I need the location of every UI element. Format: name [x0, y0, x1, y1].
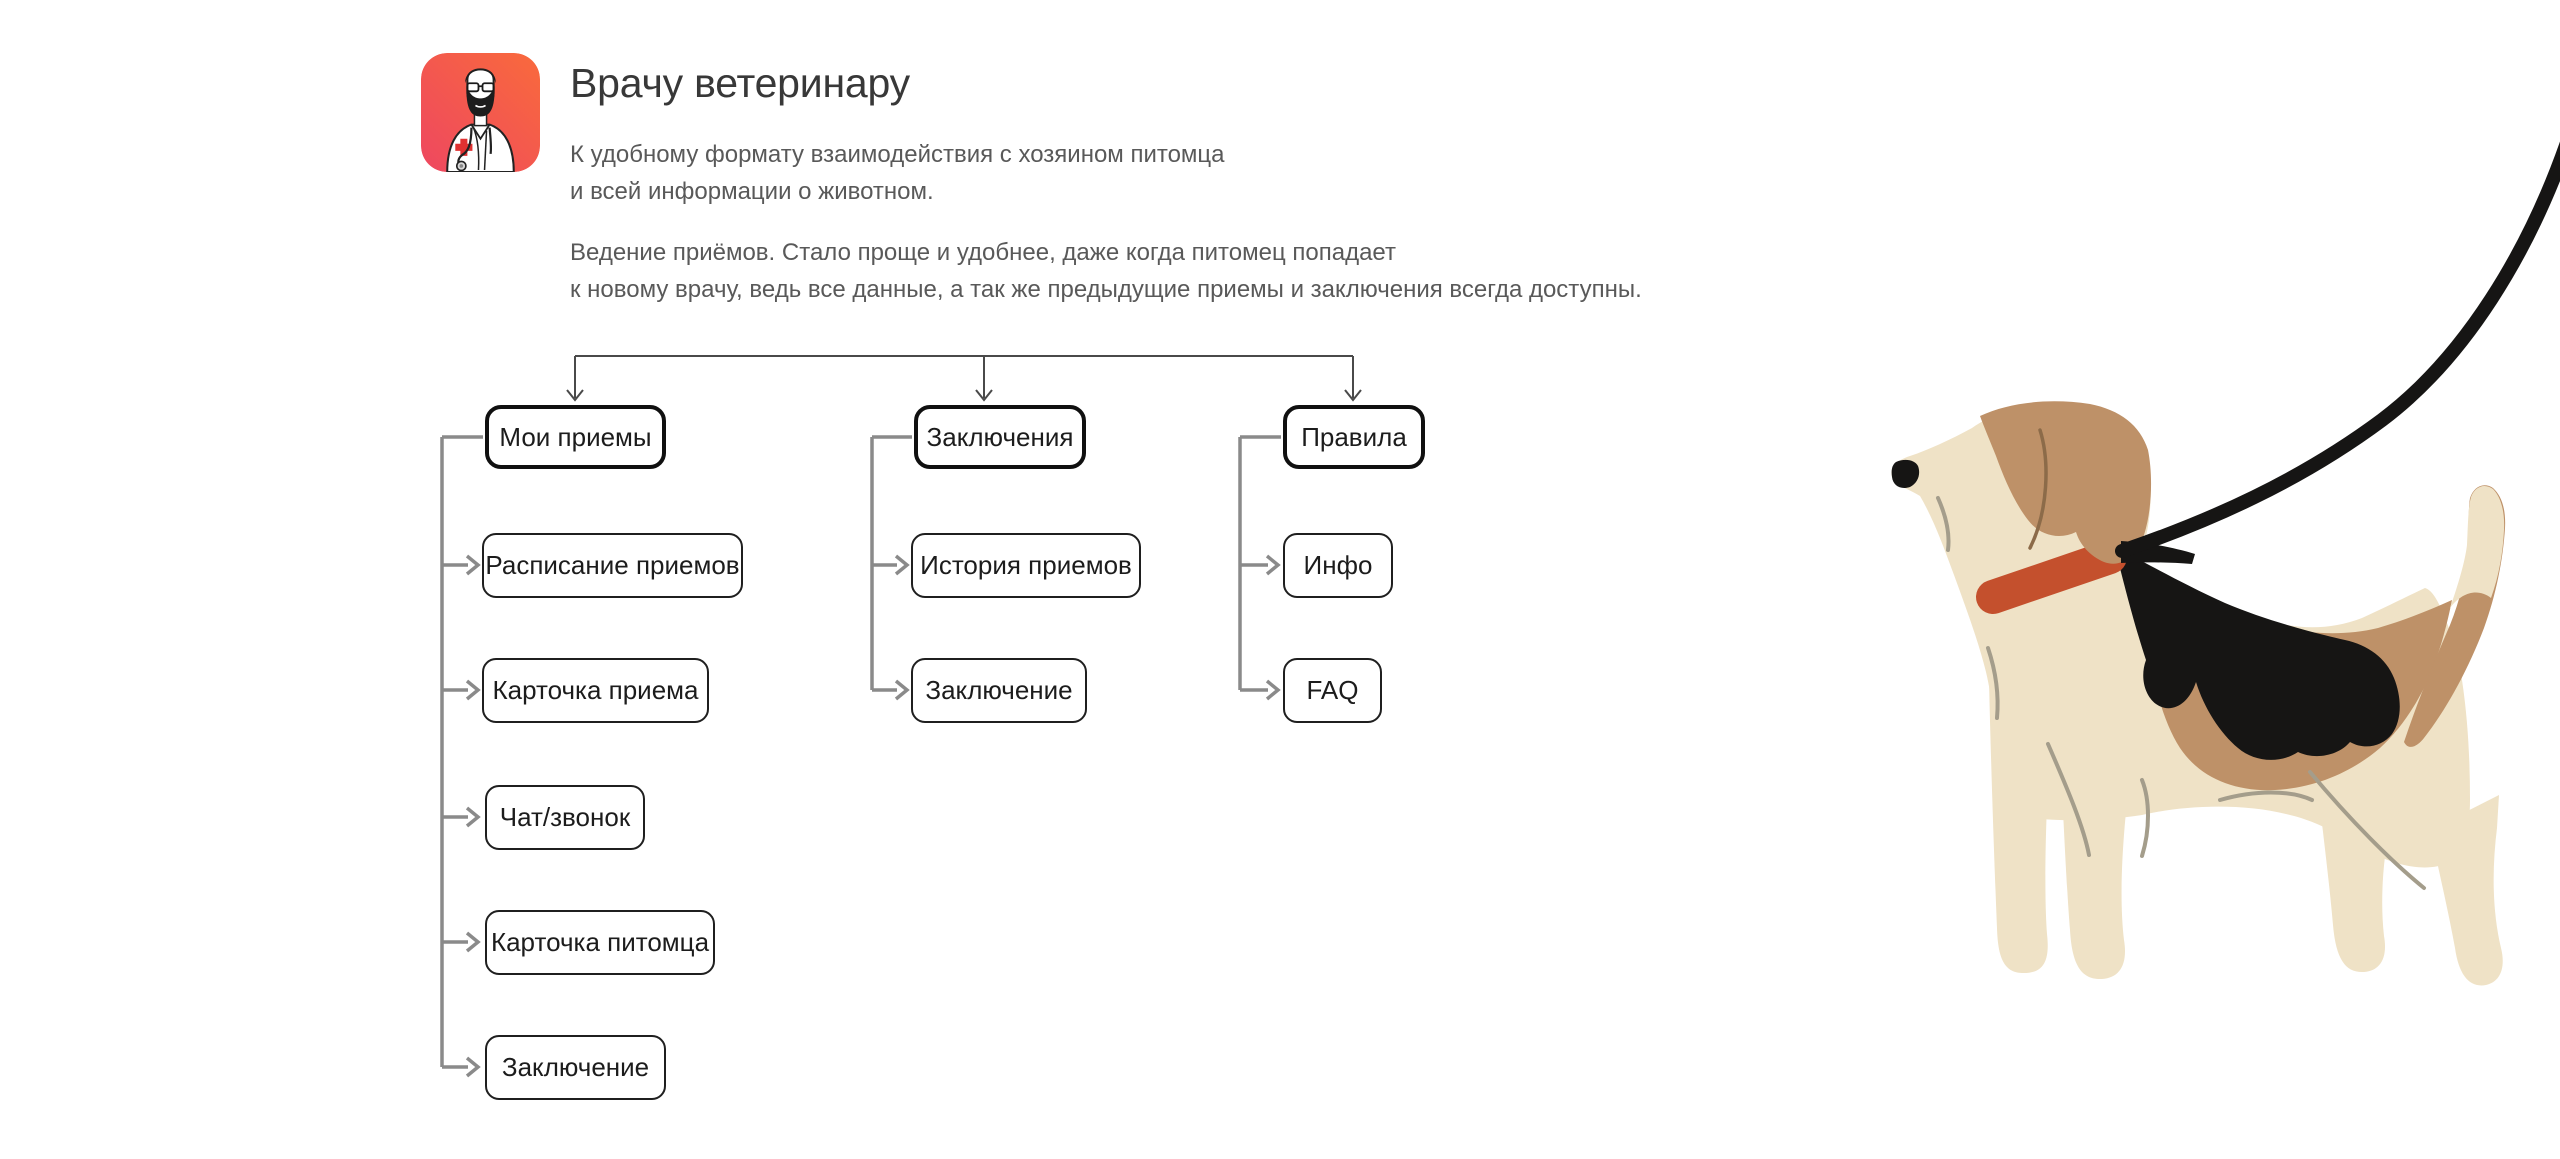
node-my-appointments-root: Мои приемы: [485, 405, 666, 469]
node-pet-card: Карточка питомца: [485, 910, 715, 975]
node-conclusions-root: Заключения: [914, 405, 1086, 469]
node-faq: FAQ: [1283, 658, 1382, 723]
intro-line-1: К удобному формату взаимодействия с хозяином питомца: [570, 141, 1225, 168]
intro-line-2: и всей информации о животном.: [570, 178, 934, 205]
page-title: Врачу ветеринару: [570, 60, 910, 106]
node-appointment-history: История приемов: [911, 533, 1141, 598]
node-appointments-schedule: Расписание приемов: [482, 533, 743, 598]
node-chat-call: Чат/звонок: [485, 785, 645, 850]
dog-tail-tip: [2450, 486, 2504, 608]
node-rules-root: Правила: [1283, 405, 1425, 469]
body-line-1: Ведение приёмов. Стало проще и удобнее, даже когда питомец попадает: [570, 239, 1396, 266]
node-conclusion-2: Заключение: [911, 658, 1087, 723]
body-line-2: к новому врачу, ведь все данные, а так же предыдущие приемы и заключения всегда доступны.: [570, 276, 1642, 303]
node-appointment-card: Карточка приема: [482, 658, 709, 723]
node-conclusion-1: Заключение: [485, 1035, 666, 1100]
node-info: Инфо: [1283, 533, 1393, 598]
